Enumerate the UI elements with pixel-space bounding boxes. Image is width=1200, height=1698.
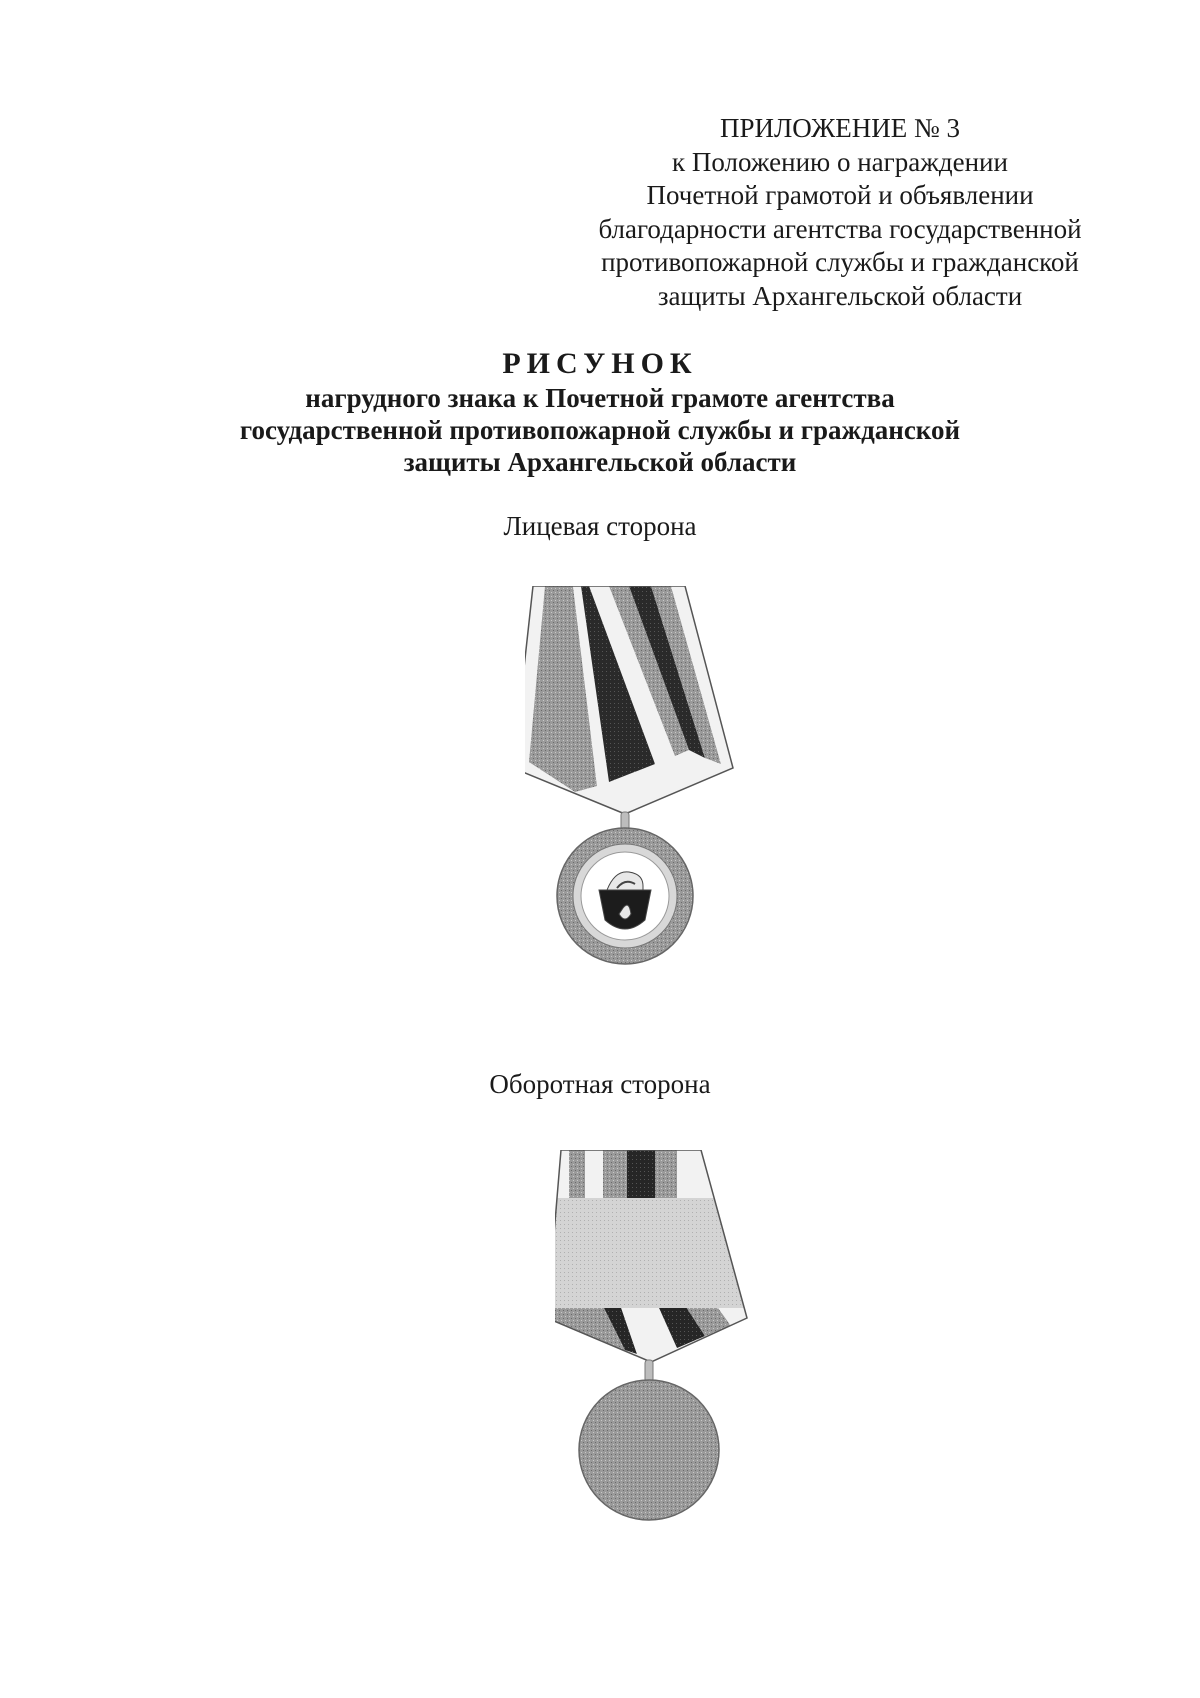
- back-side-caption: Оборотная сторона: [489, 1069, 711, 1099]
- document-title: [150, 346, 1050, 478]
- medal-back-drawing: [555, 1150, 765, 1560]
- medal-back-disk: [579, 1380, 719, 1520]
- appendix-line-2: Почетной грамотой и объявлении: [646, 180, 1034, 210]
- ribbon-front: [525, 586, 733, 814]
- front-side-caption: Лицевая сторона: [503, 511, 697, 541]
- appendix-line-3: благодарности агентства государственной: [598, 213, 1082, 244]
- appendix-line-1: к Положению о награждении: [672, 146, 1008, 177]
- medal-front-image: [525, 586, 775, 1006]
- title-line-3: защиты Архангельской области: [403, 447, 797, 477]
- appendix-number: ПРИЛОЖЕНИЕ № 3: [719, 113, 961, 143]
- appendix-header: [560, 112, 1120, 313]
- appendix-line-4: противопожарной службы и гражданской: [601, 247, 1079, 277]
- medal-back-image: [555, 1150, 765, 1560]
- title-line-1: нагрудного знака к Почетной грамоте агентства: [305, 383, 895, 413]
- title-line-2: государственной противопожарной службы и гражданской: [239, 415, 961, 445]
- medal-front-disk: [557, 828, 693, 964]
- appendix-line-5: защиты Архангельской области: [657, 280, 1023, 311]
- medal-front-drawing: [525, 586, 775, 1006]
- ribbon-back: [555, 1150, 765, 1362]
- title-main: РИСУНОК: [502, 347, 698, 380]
